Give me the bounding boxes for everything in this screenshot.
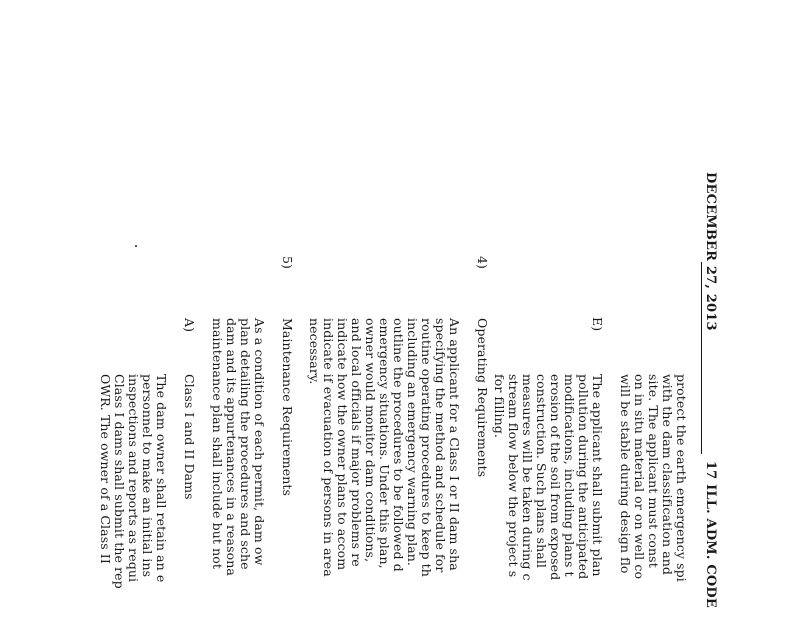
text-line: personnel to make an initial ins bbox=[140, 374, 155, 578]
section-marker: 4) bbox=[475, 256, 490, 270]
text-line: plan detailing the procedures and sche bbox=[238, 318, 253, 570]
section-marker: 5) bbox=[280, 256, 295, 270]
text-line: pollution during the anticipated bbox=[576, 374, 591, 580]
section-heading: Maintenance Requirements bbox=[280, 318, 295, 497]
text-line: indicate if evacuation of persons in area bbox=[321, 318, 336, 577]
scan-speck bbox=[135, 245, 137, 247]
text-line: erosion of the soil from exposed bbox=[548, 374, 563, 581]
text-line: protect the earth emergency spi bbox=[674, 374, 689, 582]
text-line: The applicant shall submit plan bbox=[590, 374, 605, 577]
text-line: As a condition of each permit, dam ow bbox=[252, 318, 267, 566]
text-line: site. The applicant must const bbox=[646, 374, 661, 568]
header-rule bbox=[701, 262, 702, 454]
text-line: specifying the method and schedule for bbox=[433, 318, 448, 573]
text-line: including an emergency warning plan. bbox=[405, 318, 420, 566]
text-line: with the dam classification and bbox=[660, 374, 675, 576]
text-line: outline the procedures to be followed d bbox=[391, 318, 406, 572]
page-header bbox=[703, 172, 718, 608]
text-line: OWR. The owner of a Class II bbox=[98, 374, 113, 564]
text-line: inspections and reports as requi bbox=[126, 374, 141, 583]
section-marker: A) bbox=[182, 318, 197, 333]
text-line: routine operating procedures to keep th bbox=[419, 318, 434, 577]
text-line: owner would monitor dam conditions, bbox=[363, 318, 378, 563]
text-line: Class I dams shall submit the rep bbox=[112, 374, 127, 589]
section-heading: Class I and II Dams bbox=[182, 374, 197, 500]
section-marker: E) bbox=[590, 317, 605, 332]
text-line: necessary. bbox=[307, 318, 322, 385]
text-line: dam and its appurtenances in a reasona bbox=[224, 318, 239, 576]
header-code: 17 ILL. ADM. CODE bbox=[703, 460, 718, 608]
text-line: measures will be taken during c bbox=[520, 374, 535, 581]
text-line: construction. Such plans shall bbox=[534, 374, 549, 569]
text-line: modifications, including plans t bbox=[562, 374, 577, 577]
text-line: emergency situations. Under this plan, bbox=[377, 318, 392, 569]
text-line: An applicant for a Class I or II dam sha bbox=[447, 318, 462, 571]
text-line: for filling. bbox=[492, 374, 507, 438]
header-date: DECEMBER 27, 2013 bbox=[703, 172, 718, 331]
text-line: and local officials if major problems re bbox=[349, 318, 364, 567]
text-line: maintenance plan shall include but not bbox=[210, 318, 225, 569]
text-line: indicate how the owner plans to accom bbox=[335, 318, 350, 571]
text-line: will be stable during design flo bbox=[618, 374, 633, 574]
text-line: The dam owner shall retain an e bbox=[154, 374, 169, 583]
text-line: stream flow below the project s bbox=[506, 374, 521, 578]
section-heading: Operating Requirements bbox=[475, 318, 490, 478]
text-line: on in situ material or on well co bbox=[632, 374, 647, 580]
